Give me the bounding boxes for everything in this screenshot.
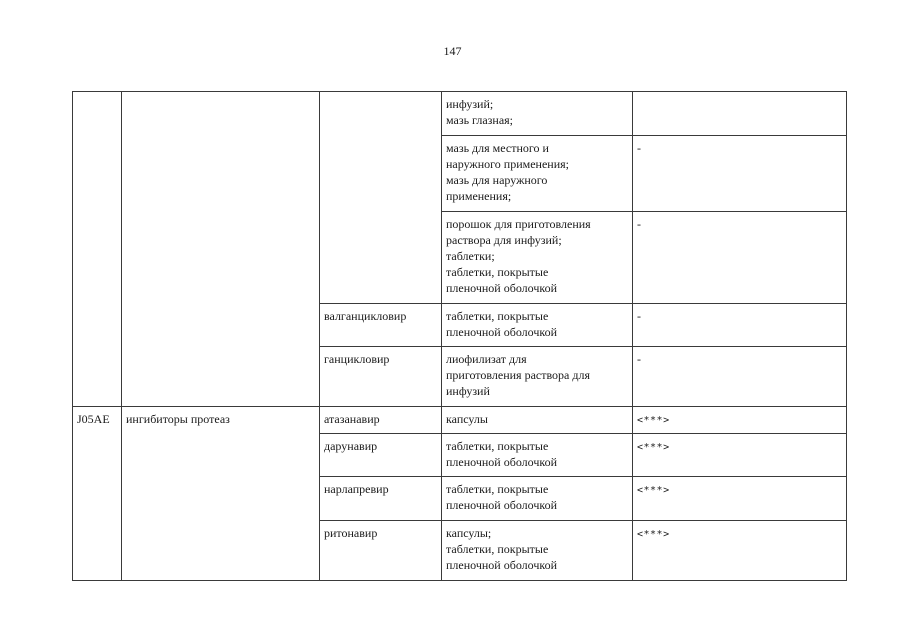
- dosage-form-line: таблетки, покрытые: [446, 439, 549, 453]
- dosage-form-line: таблетки, покрытые: [446, 542, 549, 556]
- dosage-form-line: капсулы;: [446, 526, 492, 540]
- group-name-cell: ингибиторы протеаз: [122, 407, 320, 581]
- atc-code-cell: [73, 92, 122, 407]
- dosage-form-cell: [442, 136, 633, 212]
- table-row: [73, 92, 847, 136]
- drug-table: [72, 91, 847, 581]
- note-cell: -: [633, 304, 847, 347]
- dosage-form-line: порошок для приготовления: [446, 217, 591, 231]
- dosage-form-cell: [442, 304, 633, 347]
- note-cell: <***>: [633, 477, 847, 521]
- note-cell: <***>: [633, 434, 847, 477]
- drug-name-cell: дарунавир: [320, 434, 442, 477]
- note-cell: <***>: [633, 521, 847, 581]
- note-cell: -: [633, 212, 847, 304]
- dosage-form-line: раствора для инфузий;: [446, 233, 562, 247]
- dosage-form-line: пленочной оболочкой: [446, 325, 558, 339]
- table-row: [73, 407, 847, 434]
- dosage-form-line: инфузий;: [446, 97, 494, 111]
- drug-name-cell: ганцикловир: [320, 347, 442, 407]
- page-number: 147: [443, 44, 462, 58]
- dosage-form-line: пленочной оболочкой: [446, 558, 558, 572]
- note-cell: [633, 92, 847, 136]
- dosage-form-line: приготовления раствора для: [446, 368, 590, 382]
- dosage-form-cell: [442, 521, 633, 581]
- dosage-form-line: пленочной оболочкой: [446, 498, 558, 512]
- dosage-form-cell: [442, 434, 633, 477]
- dosage-form-line: инфузий: [446, 384, 490, 398]
- note-cell: -: [633, 347, 847, 407]
- group-name-cell: [122, 92, 320, 407]
- dosage-form-line: мазь для местного и: [446, 141, 549, 155]
- dosage-form-cell: [442, 212, 633, 304]
- dosage-form-line: таблетки, покрытые: [446, 309, 549, 323]
- dosage-form-line: наружного применения;: [446, 157, 569, 171]
- dosage-form-cell: [442, 407, 633, 434]
- note-cell: <***>: [633, 407, 847, 434]
- drug-name-cell: нарлапревир: [320, 477, 442, 521]
- dosage-form-line: применения;: [446, 189, 512, 203]
- atc-code-cell: J05AE: [73, 407, 122, 581]
- dosage-form-line: пленочной оболочкой: [446, 281, 558, 295]
- drug-name-cell: атазанавир: [320, 407, 442, 434]
- drug-name-cell: валганцикловир: [320, 304, 442, 347]
- dosage-form-line: капсулы: [446, 412, 488, 426]
- dosage-form-line: лиофилизат для: [446, 352, 527, 366]
- dosage-form-line: таблетки, покрытые: [446, 482, 549, 496]
- dosage-form-cell: [442, 92, 633, 136]
- dosage-form-cell: [442, 347, 633, 407]
- dosage-form-line: таблетки, покрытые: [446, 265, 549, 279]
- dosage-form-line: таблетки;: [446, 249, 495, 263]
- dosage-form-cell: [442, 477, 633, 521]
- note-cell: -: [633, 136, 847, 212]
- dosage-form-line: мазь для наружного: [446, 173, 548, 187]
- drug-name-cell: ритонавир: [320, 521, 442, 581]
- drug-name-cell: [320, 92, 442, 304]
- dosage-form-line: мазь глазная;: [446, 113, 514, 127]
- dosage-form-line: пленочной оболочкой: [446, 455, 558, 469]
